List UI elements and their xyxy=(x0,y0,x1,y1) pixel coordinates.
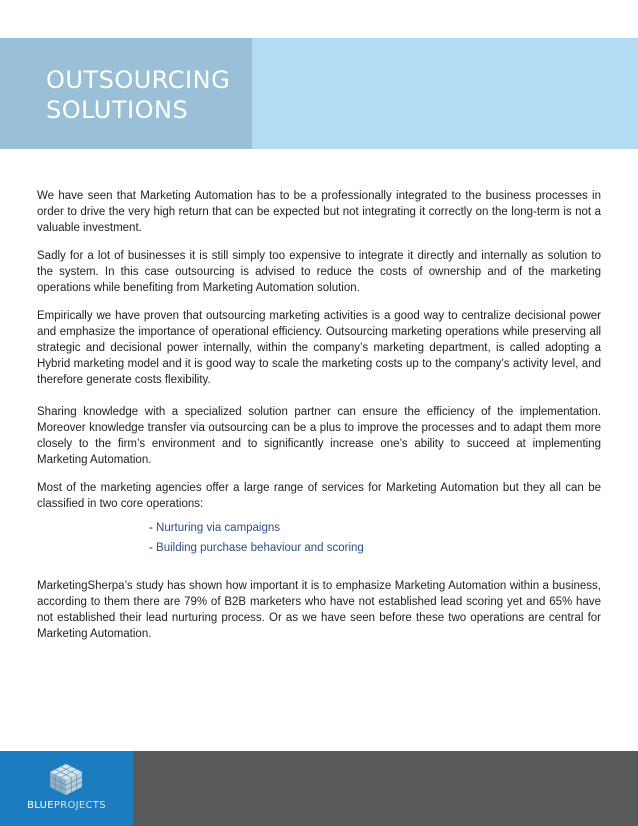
paragraph-marketingsherpa-study: MarketingSherpa’s study has shown how important it is to emphasize Marketing Automation within a business, according to them there are 79% of B2B marketers who have not established lead scoring yet and 65% have not established their lead nurturing process. Or as we have seen before these two operations are central for Marketing Automation. xyxy=(37,580,601,640)
list-item xyxy=(149,538,601,558)
paragraph-intro: We have seen that Marketing Automation has to be a professionally integrated to the business processes in order to drive the very high return that can be expected but not integrating it correctly on the long-term is not a valuable investment. xyxy=(37,190,601,234)
list-item xyxy=(149,518,601,538)
list-dash: - xyxy=(149,522,157,534)
cube-icon xyxy=(48,762,84,796)
core-operations-list xyxy=(149,518,601,558)
paragraph-knowledge-sharing: Sharing knowledge with a specialized solution partner can ensure the efficiency of the implementation. Moreover knowledge transfer via outsourcing can be a plus to improve the processes and to adapt them more closely to the firm’s environment and to significantly increase one’s ability to succeed at implementing Marketing Automation. xyxy=(37,406,601,466)
logo-text-light: PROJECTS xyxy=(53,800,106,811)
body-content xyxy=(37,188,601,654)
paragraph-hybrid-model: Empirically we have proven that outsourcing marketing activities is a good way to centralize decisional power and emphasize the importance of operational efficiency. Outsourcing marketing operations while preserving all strategic and decisional power internally, within the company’s marketing department, is called adopting a Hybrid marketing model and it is good way to scale the marketing costs up to the company’s activity level, and therefore generate costs flexibility. xyxy=(37,310,601,386)
logo-text-bold: BLUE xyxy=(27,800,54,811)
list-item-label: Building purchase behaviour and scoring xyxy=(156,542,364,554)
list-item-label: Nurturing via campaigns xyxy=(156,522,281,534)
header-title-block xyxy=(0,38,252,149)
header-band xyxy=(0,38,638,149)
page-title: OUTSOURCING SOLUTIONS xyxy=(46,66,231,124)
brand-logo-text xyxy=(0,800,133,811)
footer xyxy=(0,751,638,826)
list-dash: - xyxy=(149,542,157,554)
paragraph-cost: Sadly for a lot of businesses it is still simply too expensive to integrate it directly and internally as solution to the system. In this case outsourcing is advised to reduce the costs of ownership and of the marketing operations while benefiting from Marketing Automation solution. xyxy=(37,250,601,294)
paragraph-core-operations: Most of the marketing agencies offer a large range of services for Marketing Automation but they all can be classified in two core operations: xyxy=(37,482,601,510)
footer-brand-block xyxy=(0,751,133,826)
